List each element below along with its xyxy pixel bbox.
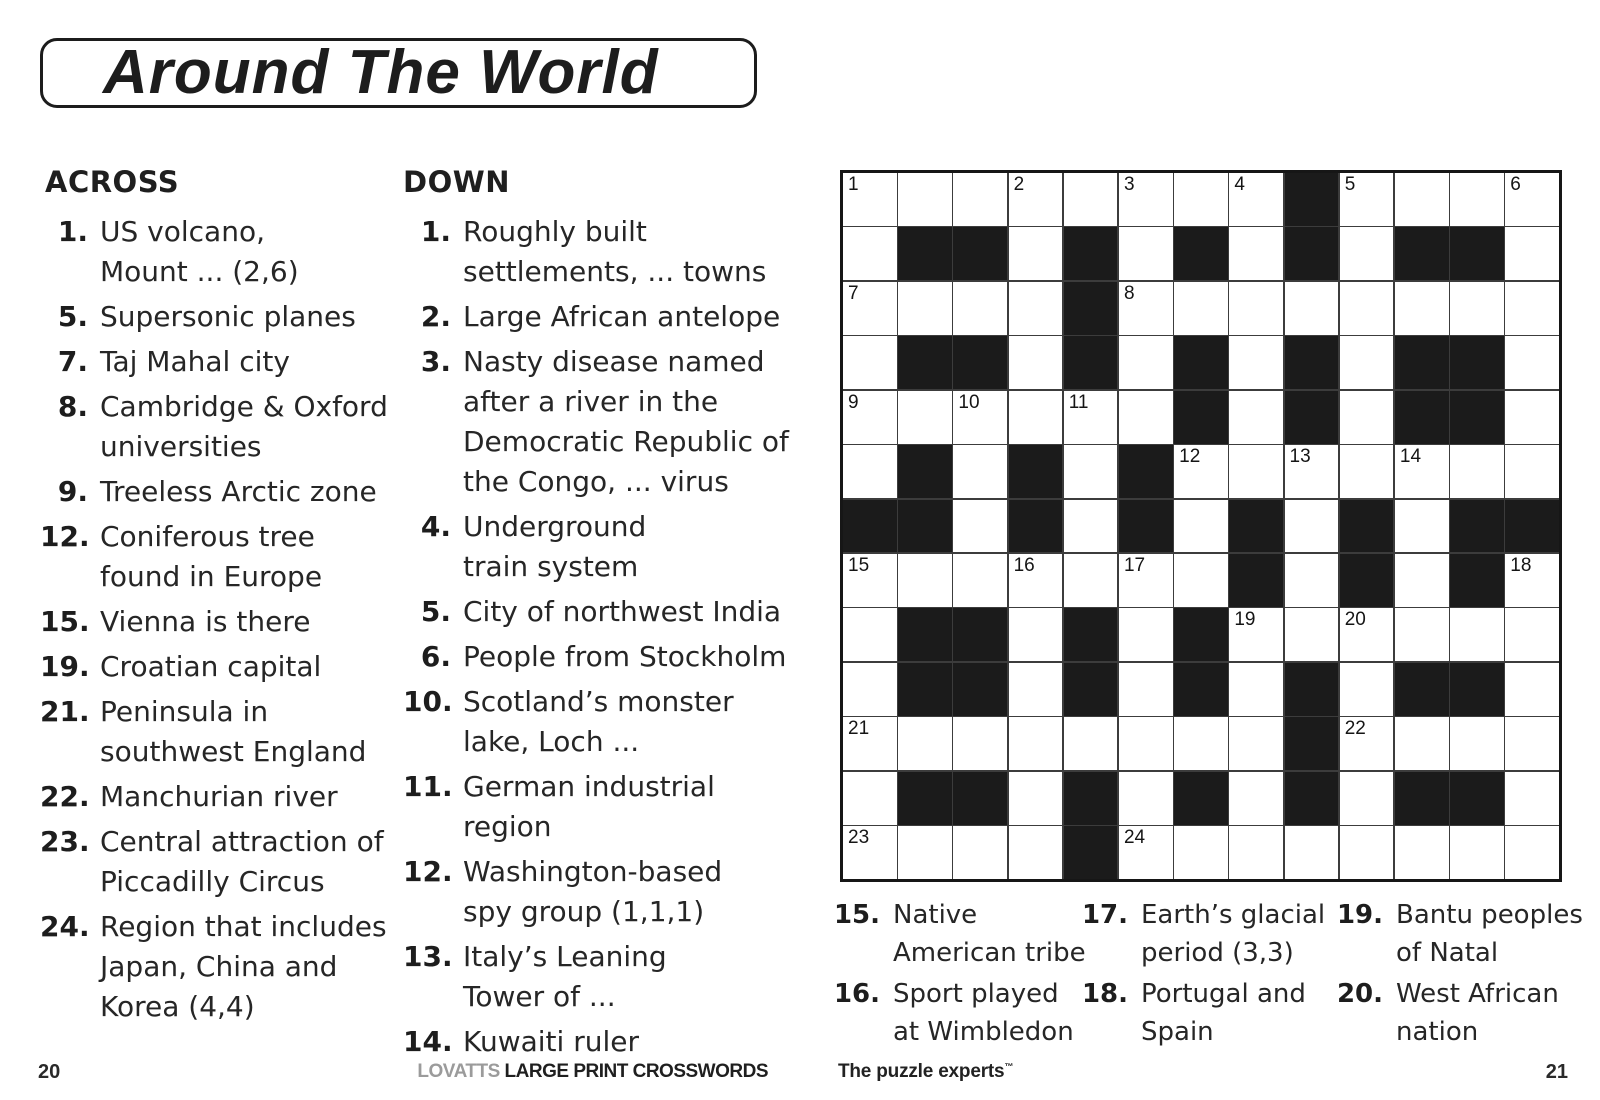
- down-clue-6: [403, 637, 789, 677]
- black-cell-r4c3: [953, 336, 1007, 389]
- clue-text: Kuwaiti ruler: [463, 1025, 639, 1058]
- cell-r3c9: [1285, 282, 1339, 335]
- cell-r2c10: [1340, 227, 1394, 280]
- clue-number: 23.: [40, 825, 90, 858]
- black-cell-r9c7: [1174, 608, 1228, 661]
- black-cell-r2c5: [1064, 227, 1118, 280]
- cell-r6c9: [1285, 445, 1339, 498]
- clue-text: Vienna is there: [100, 605, 311, 638]
- black-cell-r12c3: [953, 772, 1007, 825]
- clue-text: Supersonic planes: [100, 300, 356, 333]
- clue-number: 6.: [420, 640, 451, 673]
- cell-r12c13: [1505, 772, 1559, 825]
- cell-number-19: 19: [1234, 609, 1256, 631]
- cell-r7c5: [1064, 500, 1118, 553]
- clue-number: 15.: [833, 900, 880, 930]
- across-clue-15: [40, 602, 388, 642]
- cell-r12c4: [1009, 772, 1063, 825]
- clue-text: People from Stockholm: [463, 640, 787, 673]
- cell-r11c13: [1505, 717, 1559, 770]
- cell-r13c10: [1340, 826, 1394, 879]
- clue-number: 20.: [1336, 979, 1383, 1009]
- cell-r1c8: [1229, 173, 1283, 226]
- clue-number: 13.: [403, 940, 453, 973]
- black-cell-r6c6: [1119, 445, 1173, 498]
- clue-text: Italy’s Leaning Tower of ...: [463, 940, 667, 1013]
- black-cell-r5c11: [1395, 391, 1449, 444]
- across-clue-23: [40, 822, 388, 902]
- down-clue-list: [403, 212, 789, 1067]
- black-cell-r7c4: [1009, 500, 1063, 553]
- cell-number-15: 15: [848, 554, 870, 576]
- cell-r7c3: [953, 500, 1007, 553]
- black-cell-r1c9: [1285, 173, 1339, 226]
- cell-number-6: 6: [1510, 174, 1521, 195]
- cell-r3c7: [1174, 282, 1228, 335]
- clue-number: 16.: [833, 979, 880, 1009]
- cell-r1c4: [1009, 173, 1063, 226]
- clue-text: Underground train system: [463, 510, 647, 583]
- down-clue-12: [403, 852, 789, 932]
- black-cell-r9c2: [898, 608, 952, 661]
- cell-r4c13: [1505, 336, 1559, 389]
- cell-r11c1: [843, 717, 897, 770]
- clue-text: Region that includes Japan, China and Korea (4,4): [100, 910, 387, 1023]
- cell-r2c1: [843, 227, 897, 280]
- black-cell-r13c5: [1064, 826, 1118, 879]
- cell-r5c3: [953, 391, 1007, 444]
- clue-number: 24.: [40, 910, 90, 943]
- clue-number: 4.: [420, 510, 451, 543]
- cell-number-2: 2: [1013, 174, 1025, 195]
- black-cell-r4c5: [1064, 336, 1118, 389]
- cell-r9c8: [1229, 608, 1283, 661]
- cell-r6c10: [1340, 445, 1394, 498]
- cell-r8c13: [1505, 554, 1559, 607]
- cell-r13c12: [1450, 826, 1504, 879]
- clue-number: 2.: [420, 300, 451, 333]
- cell-r1c1: [843, 173, 897, 226]
- black-cell-r5c9: [1285, 391, 1339, 444]
- clue-text: Scotland’s monster lake, Loch ...: [463, 685, 734, 758]
- clue-text: Peninsula in southwest England: [100, 695, 367, 768]
- cell-r11c5: [1064, 717, 1118, 770]
- cell-number-13: 13: [1289, 446, 1311, 468]
- black-cell-r9c5: [1064, 608, 1118, 661]
- cell-r6c7: [1174, 445, 1228, 498]
- cell-r3c6: [1119, 282, 1173, 335]
- cell-r13c13: [1505, 826, 1559, 879]
- cell-r1c11: [1395, 173, 1449, 226]
- black-cell-r7c1: [843, 500, 897, 553]
- black-cell-r12c9: [1285, 772, 1339, 825]
- cell-r8c6: [1119, 554, 1173, 607]
- cell-r5c4: [1009, 391, 1063, 444]
- clue-number: 5.: [57, 300, 88, 333]
- cell-r7c11: [1395, 500, 1449, 553]
- clue-number: 19.: [40, 650, 90, 683]
- cell-r9c1: [843, 608, 897, 661]
- clue-text: Bantu peoples of Natal: [1396, 900, 1583, 968]
- cell-r11c7: [1174, 717, 1228, 770]
- cell-r3c4: [1009, 282, 1063, 335]
- cell-r9c6: [1119, 608, 1173, 661]
- clue-number: 9.: [57, 475, 88, 508]
- bottom-clue-19: [1335, 896, 1583, 972]
- cell-number-17: 17: [1123, 554, 1146, 576]
- cell-r7c7: [1174, 500, 1228, 553]
- across-clue-24: [40, 907, 388, 1027]
- cell-r6c13: [1505, 445, 1559, 498]
- cell-r12c8: [1229, 772, 1283, 825]
- cell-r5c13: [1505, 391, 1559, 444]
- clue-number: 7.: [57, 345, 88, 378]
- publisher-tagline: The puzzle experts™: [838, 1061, 1014, 1082]
- cell-r2c4: [1009, 227, 1063, 280]
- publisher-brand: [417, 1061, 768, 1083]
- cell-r11c12: [1450, 717, 1504, 770]
- clue-number: 21.: [40, 695, 90, 728]
- clue-number: 10.: [403, 685, 453, 718]
- clue-number: 3.: [420, 345, 451, 378]
- cell-r3c1: [843, 282, 897, 335]
- down-clue-2: [403, 297, 789, 337]
- down-clue-11: [403, 767, 789, 847]
- black-cell-r5c12: [1450, 391, 1504, 444]
- black-cell-r4c2: [898, 336, 952, 389]
- black-cell-r5c7: [1174, 391, 1228, 444]
- cell-r13c2: [898, 826, 952, 879]
- cell-number-12: 12: [1179, 446, 1201, 468]
- cell-number-20: 20: [1344, 609, 1366, 631]
- clue-text: Earth’s glacial period (3,3): [1141, 900, 1326, 968]
- cell-r11c8: [1229, 717, 1283, 770]
- across-clue-list: [40, 212, 388, 1032]
- cell-r4c4: [1009, 336, 1063, 389]
- clue-number: 18.: [1081, 979, 1128, 1009]
- across-clue-21: [40, 692, 388, 772]
- clue-number: 11.: [403, 770, 453, 803]
- down-clue-13: [403, 937, 789, 1017]
- cell-r1c7: [1174, 173, 1228, 226]
- black-cell-r10c12: [1450, 663, 1504, 716]
- black-cell-r10c7: [1174, 663, 1228, 716]
- cell-r3c10: [1340, 282, 1394, 335]
- clue-text: Taj Mahal city: [100, 345, 290, 378]
- cell-r1c12: [1450, 173, 1504, 226]
- down-clue-1: [403, 212, 789, 292]
- cell-r2c6: [1119, 227, 1173, 280]
- black-cell-r4c11: [1395, 336, 1449, 389]
- black-cell-r8c10: [1340, 554, 1394, 607]
- cell-r10c8: [1229, 663, 1283, 716]
- cell-r5c2: [898, 391, 952, 444]
- cell-r13c11: [1395, 826, 1449, 879]
- black-cell-r2c11: [1395, 227, 1449, 280]
- bottom-clue-column-2: [1080, 896, 1325, 1054]
- cell-number-11: 11: [1068, 391, 1089, 413]
- black-cell-r12c12: [1450, 772, 1504, 825]
- black-cell-r8c8: [1229, 554, 1283, 607]
- bottom-clue-column-3: [1335, 896, 1583, 1054]
- black-cell-r2c7: [1174, 227, 1228, 280]
- across-clue-8: [40, 387, 388, 467]
- cell-r1c10: [1340, 173, 1394, 226]
- cell-r4c10: [1340, 336, 1394, 389]
- down-clue-4: [403, 507, 789, 587]
- cell-r1c13: [1505, 173, 1559, 226]
- cell-number-4: 4: [1234, 174, 1245, 195]
- cell-r11c11: [1395, 717, 1449, 770]
- cell-number-24: 24: [1123, 827, 1146, 849]
- cell-r3c11: [1395, 282, 1449, 335]
- cell-r9c13: [1505, 608, 1559, 661]
- cell-r11c6: [1119, 717, 1173, 770]
- cell-r5c5: [1064, 391, 1118, 444]
- cell-r11c4: [1009, 717, 1063, 770]
- black-cell-r12c7: [1174, 772, 1228, 825]
- cell-number-10: 10: [958, 391, 980, 413]
- black-cell-r12c5: [1064, 772, 1118, 825]
- cell-r12c10: [1340, 772, 1394, 825]
- cell-r8c1: [843, 554, 897, 607]
- black-cell-r7c13: [1505, 500, 1559, 553]
- clue-text: Native American tribe: [893, 900, 1086, 968]
- cell-r8c5: [1064, 554, 1118, 607]
- cell-r2c8: [1229, 227, 1283, 280]
- black-cell-r12c2: [898, 772, 952, 825]
- clue-number: 8.: [57, 390, 88, 423]
- cell-r3c2: [898, 282, 952, 335]
- clue-number: 15.: [40, 605, 90, 638]
- cell-r7c9: [1285, 500, 1339, 553]
- down-clue-5: [403, 592, 789, 632]
- cell-r10c13: [1505, 663, 1559, 716]
- black-cell-r7c6: [1119, 500, 1173, 553]
- clue-text: Coniferous tree found in Europe: [100, 520, 323, 593]
- black-cell-r7c10: [1340, 500, 1394, 553]
- cell-r11c3: [953, 717, 1007, 770]
- bottom-clue-16: [832, 975, 1086, 1051]
- clue-number: 1.: [57, 215, 88, 248]
- cell-r10c4: [1009, 663, 1063, 716]
- black-cell-r6c2: [898, 445, 952, 498]
- clue-number: 1.: [420, 215, 451, 248]
- across-clue-5: [40, 297, 388, 337]
- cell-r3c3: [953, 282, 1007, 335]
- puzzle-title: Around The World: [103, 38, 659, 107]
- cell-number-18: 18: [1510, 554, 1532, 576]
- down-header: DOWN: [403, 165, 510, 199]
- across-clue-19: [40, 647, 388, 687]
- cell-r4c1: [843, 336, 897, 389]
- cell-r8c9: [1285, 554, 1339, 607]
- clue-text: Roughly built settlements, ... towns: [463, 215, 767, 288]
- across-clue-7: [40, 342, 388, 382]
- clue-text: Washington-based spy group (1,1,1): [463, 855, 723, 928]
- cell-r6c11: [1395, 445, 1449, 498]
- black-cell-r10c5: [1064, 663, 1118, 716]
- clue-text: Manchurian river: [100, 780, 338, 813]
- clue-text: Central attraction of Piccadilly Circus: [100, 825, 384, 898]
- cell-r5c1: [843, 391, 897, 444]
- black-cell-r2c9: [1285, 227, 1339, 280]
- black-cell-r9c3: [953, 608, 1007, 661]
- black-cell-r2c3: [953, 227, 1007, 280]
- across-clue-1: [40, 212, 388, 292]
- clue-text: West African nation: [1396, 979, 1559, 1047]
- cell-r5c8: [1229, 391, 1283, 444]
- black-cell-r11c9: [1285, 717, 1339, 770]
- clue-number: 12.: [40, 520, 90, 553]
- cell-r13c7: [1174, 826, 1228, 879]
- cell-r1c2: [898, 173, 952, 226]
- cell-r6c5: [1064, 445, 1118, 498]
- cell-r6c3: [953, 445, 1007, 498]
- black-cell-r10c9: [1285, 663, 1339, 716]
- cell-r8c4: [1009, 554, 1063, 607]
- down-clue-14: [403, 1022, 789, 1062]
- black-cell-r4c12: [1450, 336, 1504, 389]
- cell-r5c6: [1119, 391, 1173, 444]
- trademark-symbol: ™: [1004, 1061, 1014, 1072]
- clue-text: Cambridge & Oxford universities: [100, 390, 388, 463]
- cell-r4c8: [1229, 336, 1283, 389]
- brand-lovatts: LOVATTS: [417, 1061, 500, 1082]
- cell-r1c3: [953, 173, 1007, 226]
- black-cell-r2c12: [1450, 227, 1504, 280]
- black-cell-r4c9: [1285, 336, 1339, 389]
- cell-r9c12: [1450, 608, 1504, 661]
- black-cell-r8c12: [1450, 554, 1504, 607]
- cell-number-7: 7: [848, 282, 859, 304]
- cell-r11c2: [898, 717, 952, 770]
- cell-r8c11: [1395, 554, 1449, 607]
- cell-r6c1: [843, 445, 897, 498]
- cell-r10c6: [1119, 663, 1173, 716]
- down-clue-10: [403, 682, 789, 762]
- clue-number: 17.: [1081, 900, 1128, 930]
- clue-number: 12.: [403, 855, 453, 888]
- cell-r9c4: [1009, 608, 1063, 661]
- cell-number-16: 16: [1013, 554, 1035, 576]
- cell-number-1: 1: [848, 174, 859, 195]
- across-clue-22: [40, 777, 388, 817]
- cell-number-8: 8: [1123, 282, 1135, 304]
- page-number-right: 21: [1545, 1061, 1568, 1083]
- black-cell-r10c3: [953, 663, 1007, 716]
- black-cell-r4c7: [1174, 336, 1228, 389]
- clue-text: Sport played at Wimbledon: [893, 979, 1074, 1047]
- cell-r13c6: [1119, 826, 1173, 879]
- clue-number: 22.: [40, 780, 90, 813]
- black-cell-r10c11: [1395, 663, 1449, 716]
- black-cell-r7c8: [1229, 500, 1283, 553]
- clue-text: Treeless Arctic zone: [100, 475, 377, 508]
- cell-number-23: 23: [848, 827, 870, 849]
- cell-r13c8: [1229, 826, 1283, 879]
- brand-series: LARGE PRINT CROSSWORDS: [504, 1061, 768, 1082]
- bottom-clue-17: [1080, 896, 1325, 972]
- cell-r1c5: [1064, 173, 1118, 226]
- clue-text: Croatian capital: [100, 650, 322, 683]
- down-clue-3: [403, 342, 789, 502]
- clue-number: 19.: [1336, 900, 1383, 930]
- cell-r3c12: [1450, 282, 1504, 335]
- bottom-clue-18: [1080, 975, 1325, 1051]
- cell-r10c1: [843, 663, 897, 716]
- black-cell-r12c11: [1395, 772, 1449, 825]
- cell-r1c6: [1119, 173, 1173, 226]
- cell-r9c10: [1340, 608, 1394, 661]
- cell-r9c11: [1395, 608, 1449, 661]
- cell-number-21: 21: [848, 718, 870, 740]
- cell-number-22: 22: [1344, 718, 1366, 740]
- cell-r13c4: [1009, 826, 1063, 879]
- black-cell-r10c2: [898, 663, 952, 716]
- cell-number-9: 9: [848, 391, 859, 413]
- bottom-clue-20: [1335, 975, 1583, 1051]
- cell-r4c6: [1119, 336, 1173, 389]
- black-cell-r2c2: [898, 227, 952, 280]
- across-clue-12: [40, 517, 388, 597]
- cell-r8c7: [1174, 554, 1228, 607]
- cell-r9c9: [1285, 608, 1339, 661]
- cell-r8c3: [953, 554, 1007, 607]
- cell-r13c3: [953, 826, 1007, 879]
- cell-r8c2: [898, 554, 952, 607]
- bottom-clue-15: [832, 896, 1086, 972]
- clue-text: Nasty disease named after a river in the Democratic Republic of the Congo, ... virus: [463, 345, 789, 498]
- title-box: [40, 38, 757, 108]
- clue-number: 5.: [420, 595, 451, 628]
- black-cell-r6c4: [1009, 445, 1063, 498]
- cell-r5c10: [1340, 391, 1394, 444]
- clue-text: German industrial region: [463, 770, 715, 843]
- cell-r13c1: [843, 826, 897, 879]
- cell-r6c8: [1229, 445, 1283, 498]
- black-cell-r7c12: [1450, 500, 1504, 553]
- crossword-grid: [840, 170, 1562, 882]
- clue-text: Large African antelope: [463, 300, 781, 333]
- page-number-left: 20: [38, 1061, 61, 1083]
- cell-number-5: 5: [1344, 174, 1356, 195]
- cell-r12c1: [843, 772, 897, 825]
- black-cell-r3c5: [1064, 282, 1118, 335]
- bottom-clue-column-1: [832, 896, 1086, 1054]
- cell-r3c8: [1229, 282, 1283, 335]
- cell-r10c10: [1340, 663, 1394, 716]
- across-clue-9: [40, 472, 388, 512]
- cell-r11c10: [1340, 717, 1394, 770]
- cell-r6c12: [1450, 445, 1504, 498]
- across-header: ACROSS: [45, 165, 180, 199]
- cell-r3c13: [1505, 282, 1559, 335]
- cell-r12c6: [1119, 772, 1173, 825]
- cell-number-14: 14: [1399, 446, 1422, 468]
- clue-text: City of northwest India: [463, 595, 782, 628]
- cell-number-3: 3: [1123, 174, 1135, 195]
- black-cell-r7c2: [898, 500, 952, 553]
- cell-r2c13: [1505, 227, 1559, 280]
- clue-number: 14.: [403, 1025, 453, 1058]
- clue-text: US volcano, Mount ... (2,6): [100, 215, 299, 288]
- clue-text: Portugal and Spain: [1141, 979, 1306, 1047]
- cell-r13c9: [1285, 826, 1339, 879]
